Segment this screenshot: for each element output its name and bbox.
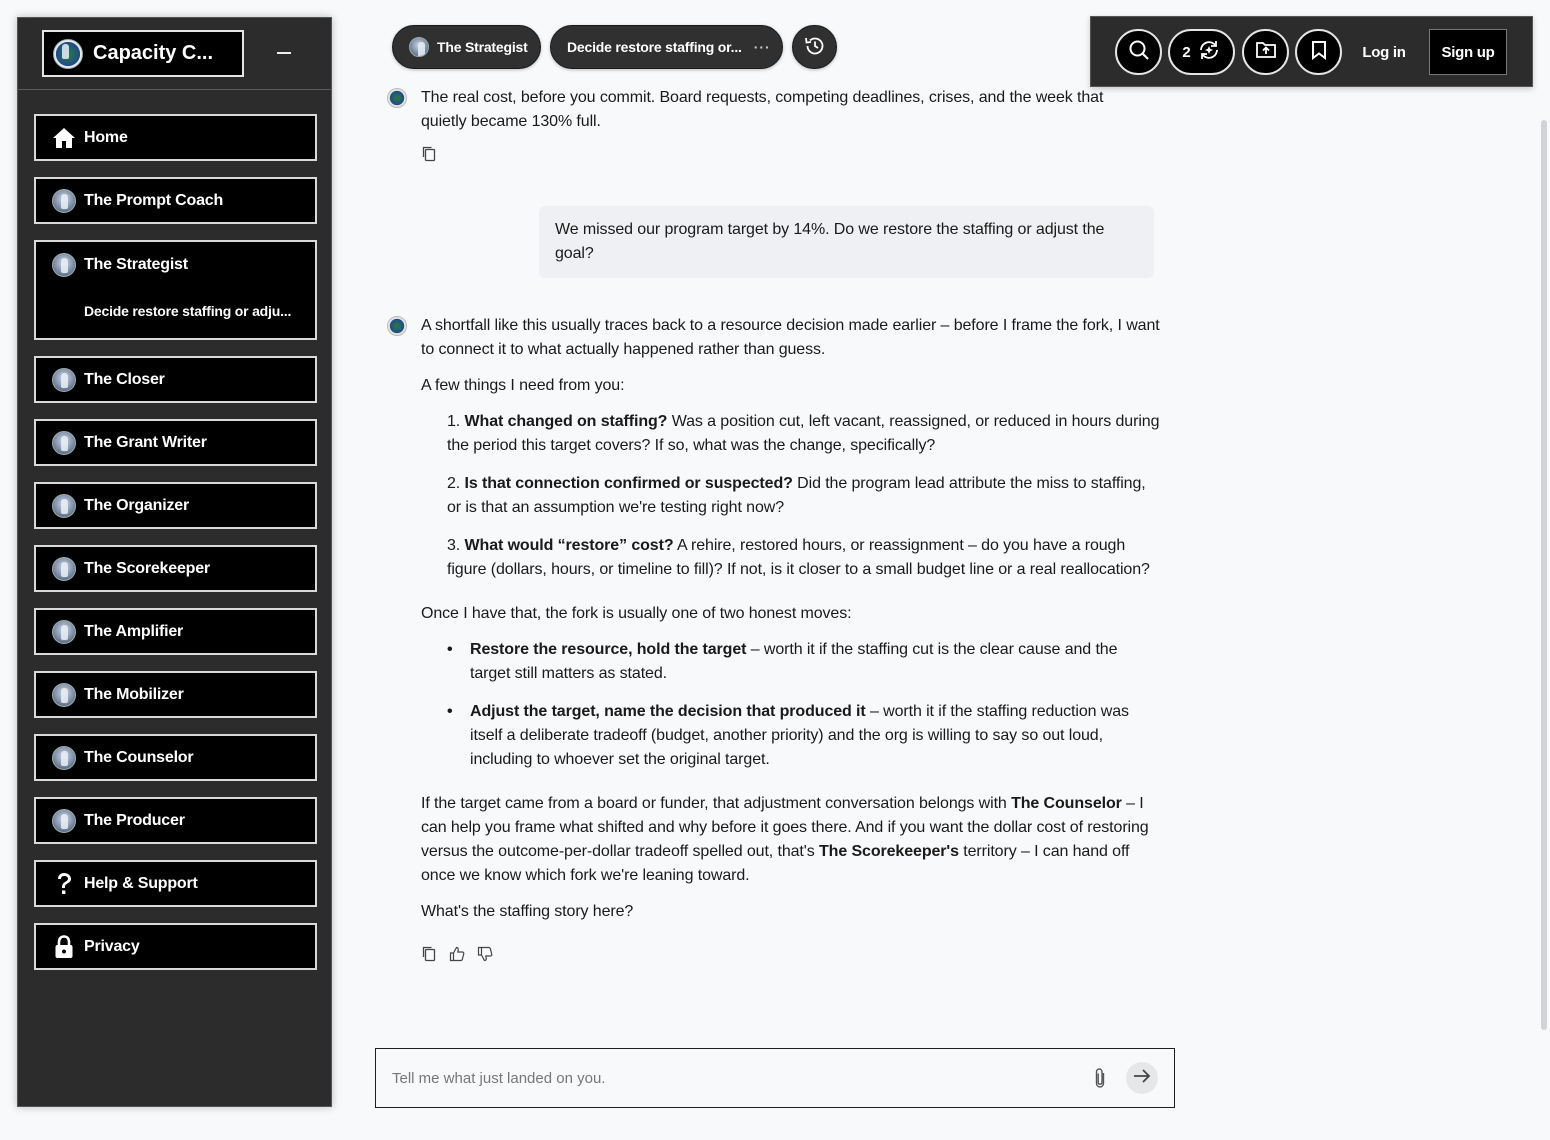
brand-name: Capacity C... — [93, 42, 214, 64]
history-icon — [804, 35, 826, 60]
assistant-avatar-icon — [387, 316, 407, 336]
sync-icon — [1197, 38, 1221, 66]
list-item — [447, 472, 1161, 520]
sidebar-item-label: The Amplifier — [84, 622, 184, 640]
ai-paragraph — [421, 792, 1161, 888]
question-list — [447, 410, 1161, 582]
thumbs-down-icon[interactable] — [477, 946, 493, 962]
paperclip-icon[interactable] — [1088, 1066, 1112, 1090]
sidebar-item-label: The Organizer — [84, 496, 189, 514]
sidebar-item-privacy[interactable] — [34, 923, 317, 970]
top-toolbar — [1090, 16, 1533, 87]
ai-paragraph: Once I have that, the fork is usually one of two honest moves: — [421, 605, 852, 622]
conversation-pill-label: Decide restore staffing or... — [567, 39, 742, 55]
sidebar-item-prompt-coach[interactable] — [34, 177, 317, 224]
agent-avatar — [52, 809, 76, 833]
option-list — [447, 638, 1161, 772]
agent-avatar — [52, 368, 76, 392]
item-text: Was a position cut, left vacant, reassigned, or reduced in hours during the period this target covers? If so, what was the change, specifically? — [447, 413, 1160, 454]
item-number: 2. — [447, 475, 461, 492]
item-text: – worth it if the staffing cut is the clear cause and the target still matters as stated. — [470, 641, 1118, 682]
send-button[interactable] — [1126, 1062, 1158, 1094]
ai-paragraph: What's the staffing story here? — [421, 903, 634, 920]
item-heading: Restore the resource, hold the target — [470, 641, 747, 658]
login-button[interactable]: Log in — [1362, 43, 1406, 61]
agent-avatar — [52, 189, 76, 213]
sidebar-item-label: Home — [84, 128, 128, 146]
search-button[interactable] — [1115, 29, 1162, 75]
item-text: Did the program lead attribute the miss to staffing, or is that an assumption we're testing right now? — [447, 475, 1146, 516]
sidebar-item-label: The Prompt Coach — [84, 191, 224, 209]
copy-icon[interactable] — [421, 946, 437, 962]
ai-message — [387, 86, 1167, 162]
sidebar-item-scorekeeper[interactable] — [34, 545, 317, 592]
brand-logo-button[interactable] — [42, 30, 244, 77]
list-item — [447, 700, 1161, 772]
agent-avatar — [52, 683, 76, 707]
sync-button[interactable] — [1168, 29, 1235, 75]
sidebar-item-label: The Scorekeeper — [84, 559, 210, 577]
agent-avatar — [52, 557, 76, 581]
user-message: We missed our program target by 14%. Do we restore the staffing or adjust the goal? — [539, 206, 1154, 278]
message-composer — [375, 1048, 1175, 1108]
minus-icon — [277, 52, 291, 54]
sidebar-item-label: The Strategist — [84, 256, 188, 273]
list-item — [447, 410, 1161, 458]
list-item — [447, 534, 1161, 582]
handoff-text: territory – I can hand off once we know which fork we're leaning toward. — [421, 843, 1130, 884]
collapse-sidebar-button[interactable] — [274, 42, 294, 64]
ai-paragraph: A few things I need from you: — [421, 377, 625, 394]
item-heading: Is that connection confirmed or suspected? — [464, 475, 793, 492]
thumbs-up-icon[interactable] — [449, 946, 465, 962]
arrow-right-icon — [1133, 1068, 1151, 1089]
agent-pill-label: The Strategist — [437, 39, 528, 55]
scorekeeper-mention: The Scorekeeper's — [818, 843, 959, 860]
signup-button[interactable]: Sign up — [1429, 29, 1507, 75]
brand-logo-icon — [53, 39, 83, 69]
sidebar-item-grant-writer[interactable] — [34, 419, 317, 466]
handoff-text: – I can help you frame what shifted and why before it goes there. And if you want the dollar cost of restoring versus the outcome-per-dollar tradeoff spelled out, that's — [421, 795, 1149, 860]
ai-paragraph: A shortfall like this usually traces back to a resource decision made earlier – before I frame the fork, I want to connect it to what actually happened rather than guess. — [421, 317, 1160, 358]
sidebar-header — [18, 18, 331, 90]
sidebar-item-closer[interactable] — [34, 356, 317, 403]
ai-message-text: The real cost, before you commit. Board requests, competing deadlines, crises, and the week that quietly became 130% full. — [421, 89, 1104, 130]
counselor-mention: The Counselor — [1011, 795, 1122, 812]
agent-avatar — [52, 431, 76, 455]
sidebar-item-label: Help & Support — [84, 874, 198, 892]
item-text: – worth it if the staffing reduction was itself a deliberate tradeoff (budget, another priority) and the org is willing to say so out loud, including to whoever set the original target. — [470, 703, 1129, 768]
bookmark-icon — [1311, 40, 1327, 65]
scrollbar[interactable] — [1541, 120, 1547, 1030]
sidebar-nav — [34, 114, 317, 986]
item-heading: Adjust the target, name the decision that produced it — [470, 703, 866, 720]
more-options-icon[interactable]: ··· — [753, 39, 771, 55]
message-actions — [421, 946, 1161, 962]
item-heading: What would “restore” cost? — [464, 537, 674, 554]
conversation-pill-button[interactable] — [550, 25, 783, 69]
item-number: 3. — [447, 537, 461, 554]
sidebar-item-label: Privacy — [84, 937, 140, 955]
list-item — [447, 638, 1161, 686]
sidebar-item-help-support[interactable] — [34, 860, 317, 907]
sidebar-item-row — [52, 253, 188, 277]
assistant-avatar-icon — [387, 88, 407, 108]
search-icon — [1128, 39, 1150, 66]
message-input[interactable] — [392, 1070, 1088, 1087]
sidebar-item-amplifier[interactable] — [34, 608, 317, 655]
sidebar-conversation-link[interactable]: Decide restore staffing or adju... — [84, 303, 292, 319]
item-number: 1. — [447, 413, 461, 430]
sidebar-item-producer[interactable] — [34, 797, 317, 844]
sidebar-item-label: The Closer — [84, 370, 165, 388]
sidebar-item-label: The Mobilizer — [84, 685, 184, 703]
agent-avatar — [52, 746, 76, 770]
sidebar-item-label: The Producer — [84, 811, 185, 829]
agent-avatar — [52, 620, 76, 644]
sidebar-item-home[interactable] — [34, 114, 317, 161]
sidebar-item-mobilizer[interactable] — [34, 671, 317, 718]
handoff-text: If the target came from a board or funder, that adjustment conversation belongs with — [421, 795, 1012, 812]
agent-pill-button[interactable] — [392, 25, 541, 69]
sidebar-item-label: The Counselor — [84, 748, 194, 766]
copy-icon[interactable] — [421, 146, 437, 162]
sidebar-item-label: The Grant Writer — [84, 433, 207, 451]
lock-icon — [52, 935, 76, 959]
bookmark-button[interactable] — [1295, 29, 1342, 75]
agent-avatar — [52, 253, 76, 277]
agent-avatar — [409, 37, 429, 57]
sync-count: 2 — [1182, 43, 1191, 61]
save-to-folder-button[interactable] — [1242, 29, 1289, 75]
sidebar-item-counselor[interactable] — [34, 734, 317, 781]
agent-avatar — [52, 494, 76, 518]
sidebar-item-organizer[interactable] — [34, 482, 317, 529]
item-heading: What changed on staffing? — [464, 413, 668, 430]
item-text: A rehire, restored hours, or reassignment – do you have a rough figure (dollars, hours, or timeline to fill)? If not, is it closer to a small budget line or a real reallocation? — [447, 537, 1150, 578]
folder-upload-icon — [1255, 40, 1277, 65]
message-actions — [421, 146, 1136, 162]
history-button[interactable] — [792, 25, 837, 69]
sidebar — [17, 17, 332, 1107]
question-icon — [52, 872, 76, 896]
sidebar-item-strategist[interactable] — [34, 240, 317, 340]
ai-message — [387, 314, 1167, 962]
home-icon — [52, 126, 76, 150]
